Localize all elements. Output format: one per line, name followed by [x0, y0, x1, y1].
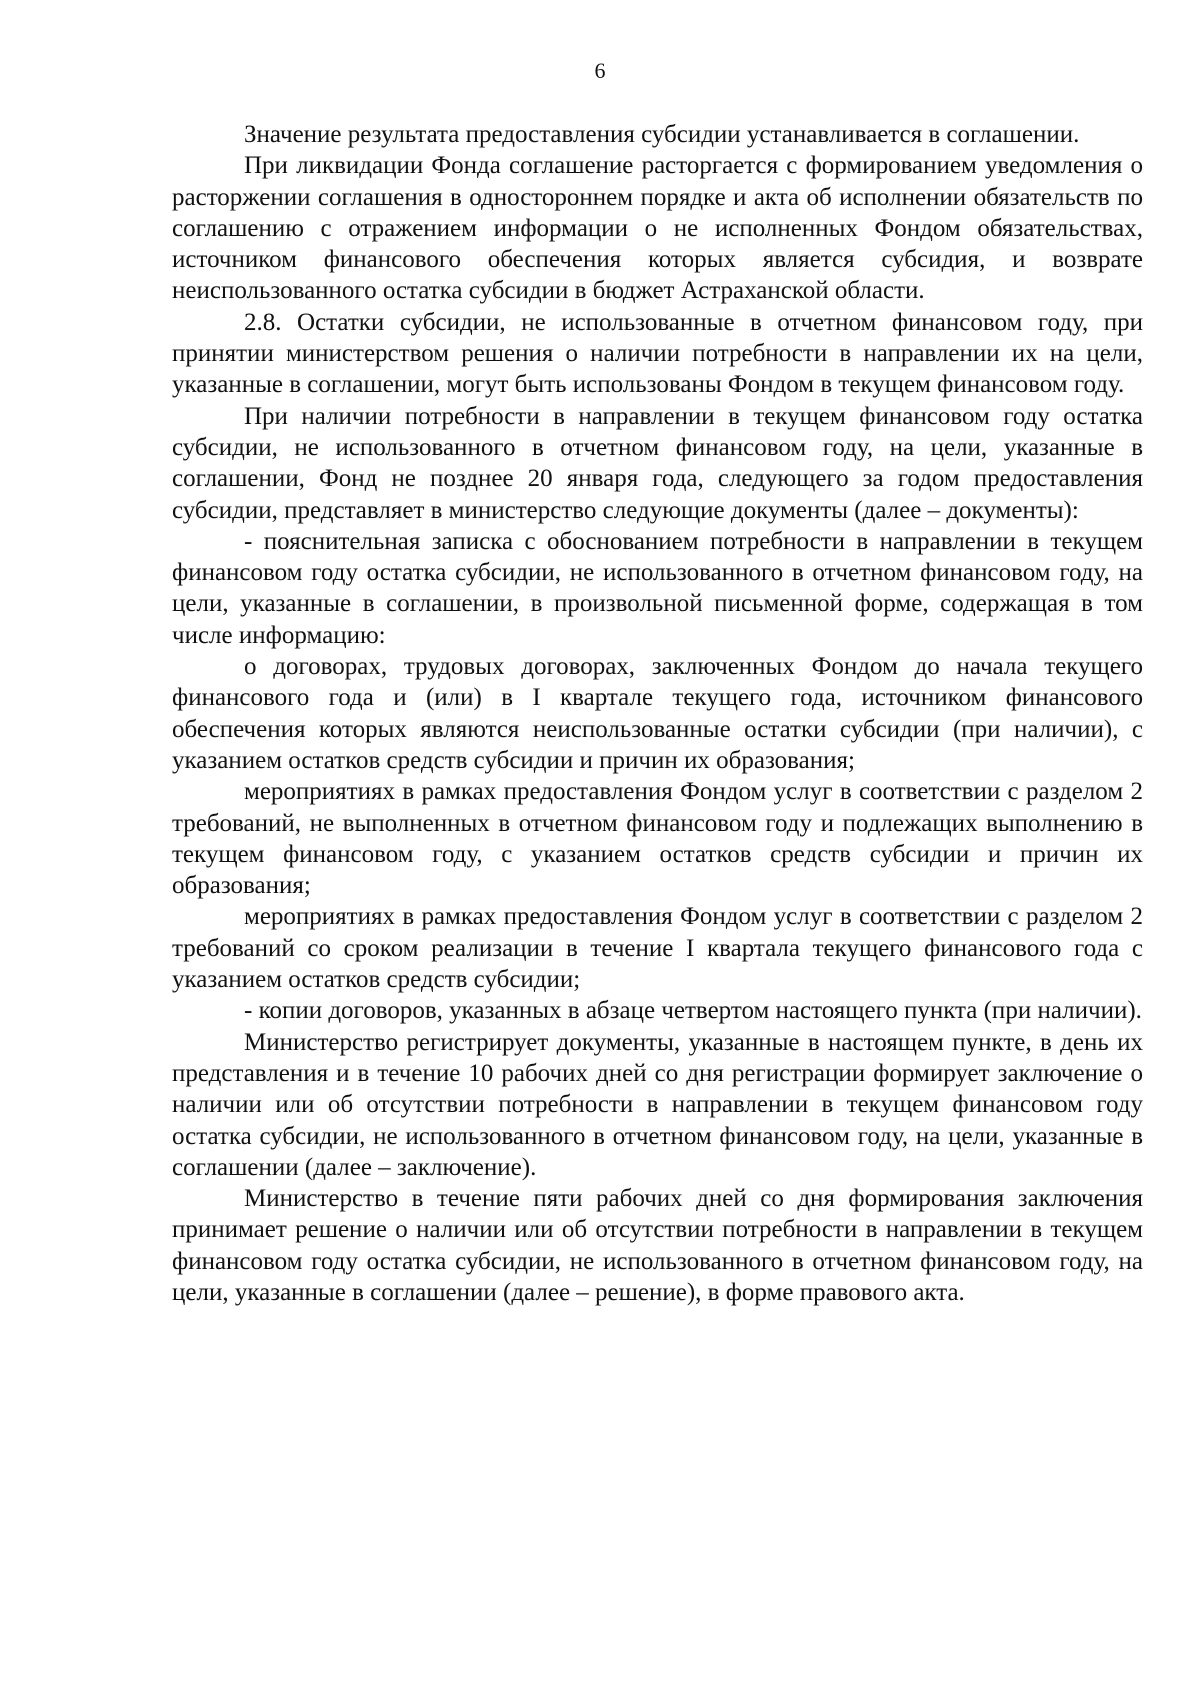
paragraph-unfulfilled-activities: мероприятиях в рамках предоставления Фондом услуг в соответствии с разделом 2 требований, не выполненных в отчетном финансовом году и подлежащих выполнению в текущем финансовом году, с указанием остатков средств субсидии и причин их образования; [172, 778, 1143, 900]
document-body [172, 119, 1143, 1308]
paragraph-2-8-remaining-subsidy: 2.8. Остатки субсидии, не использованные в отчетном финансовом году, при принятии министерством решения о наличии потребности в направлении их на цели, указанные в соглашении, могут быть использованы Фондом в текущем финансовом году. [172, 308, 1143, 399]
paragraph-result-value: Значение результата предоставления субсидии устанавливается в соглашении. [244, 121, 1080, 148]
list-item-contract-copies: - копии договоров, указанных в абзаце четвертом настоящего пункта (при наличии). [244, 997, 1142, 1025]
list-item-explanatory-note: - пояснительная записка с обоснованием потребности в направлении в текущем финансовом году остатка субсидии, не использованного в отчетном финансовом году, на цели, указанные в соглашении, в произвольной письменной форме, содержащая в том числе информацию: [172, 527, 1143, 649]
paragraph-q1-activities: мероприятиях в рамках предоставления Фондом услуг в соответствии с разделом 2 требований со сроком реализации в течение I квартала текущего финансового года с указанием остатков средств субсидии; [172, 903, 1143, 994]
paragraph-documents-submission: При наличии потребности в направлении в текущем финансовом году остатка субсидии, не использованного в отчетном финансовом году, на цели, указанные в соглашении, Фонд не позднее 20 января года, следующего за годом предоставления субсидии, представляет в министерство следующие документы (далее – документы): [172, 402, 1143, 524]
paragraph-contracts-info: о договорах, трудовых договорах, заключенных Фондом до начала текущего финансового года и (или) в I квартале текущего года, источником финансового обеспечения которых являются неиспользованные остатки субсидии (при наличии), с указанием остатков средств субсидии и причин их образования; [172, 653, 1143, 774]
paragraph-ministry-decision: Министерство в течение пяти рабочих дней со дня формирования заключения принимает решение о наличии или об отсутствии потребности в направлении в текущем финансовом году остатка субсидии, не использованного в отчетном финансовом году, на цели, указанные в соглашении (далее – решение), в форме правового акта. [172, 1185, 1143, 1306]
paragraph-fund-liquidation: При ликвидации Фонда соглашение расторгается с формированием уведомления о расторжении соглашения в одностороннем порядке и акта об исполнении обязательств по соглашению с отражением информации о не исполненных Фондом обязательствах, источником финансового обеспечения которых является субсидия, и возврате неиспользованного остатка субсидии в бюджет Астраханской области. [172, 152, 1143, 305]
paragraph-ministry-registration: Министерство регистрирует документы, указанные в настоящем пункте, в день их представления и в течение 10 рабочих дней со дня регистрации формирует заключение о наличии или об отсутствии потребности в направлении в текущем финансовом году остатка субсидии, не использованного в отчетном финансовом году, на цели, указанные в соглашении (далее – заключение). [172, 1028, 1143, 1181]
page-number: 6 [594, 58, 606, 83]
